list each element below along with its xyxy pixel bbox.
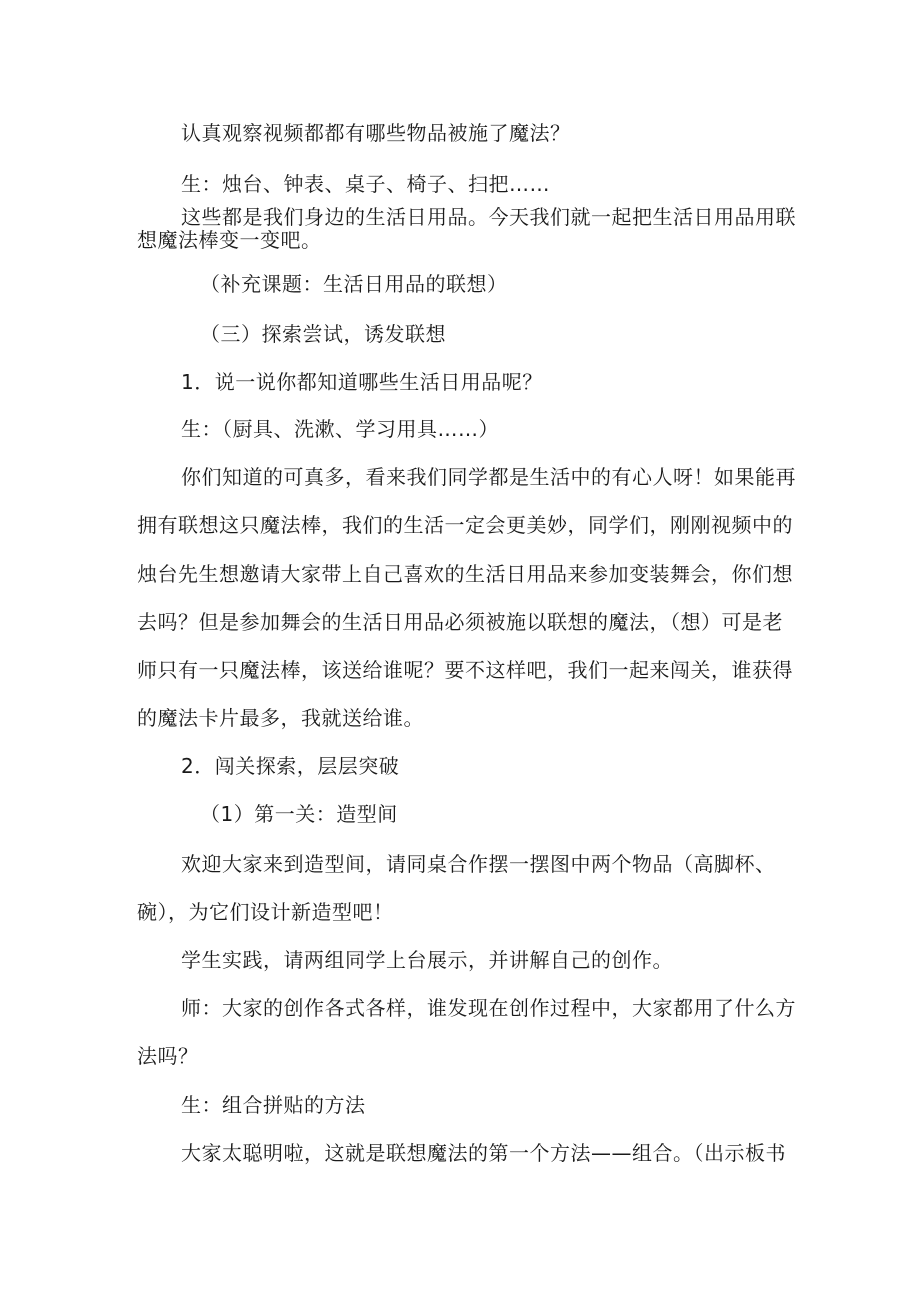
text-line: 认真观察视频都都有哪些物品被施了魔法？ <box>181 121 571 145</box>
text-line: 生：烛台、钟表、桌子、椅子、扫把…… <box>181 172 550 196</box>
section-heading: （三）探索尝试，诱发联想 <box>200 322 446 346</box>
text-line: 大家太聪明啦，这就是联想魔法的第一个方法——组合。（出示板书 <box>181 1141 786 1165</box>
section-heading: （1）第一关：造型间 <box>200 802 398 826</box>
text-line: 师：大家的创作各式各样，谁发现在创作过程中，大家都用了什么方 <box>181 996 796 1020</box>
text-line: 想魔法棒变一变吧。 <box>137 228 322 252</box>
text-line: 你们知道的可真多，看来我们同学都是生活中的有心人呀！如果能再 <box>181 465 796 489</box>
text-line: 法吗？ <box>137 1044 199 1068</box>
text-line: 师只有一只魔法棒，该送给谁呢？要不这样吧，我们一起来闯关，谁获得 <box>137 658 793 682</box>
text-line: 拥有联想这只魔法棒，我们的生活一定会更美妙，同学们，刚刚视频中的 <box>137 513 793 537</box>
text-line: 碗），为它们设计新造型吧！ <box>137 900 394 924</box>
text-line: 去吗？但是参加舞会的生活日用品必须被施以联想的魔法，（想）可是老 <box>137 610 783 634</box>
text-line: 1．说一说你都知道哪些生活日用品呢？ <box>181 370 543 394</box>
text-line: 生：（厨具、洗漱、学习用具……） <box>181 417 499 441</box>
text-line: （补充课题：生活日用品的联想） <box>200 272 508 296</box>
text-line: 烛台先生想邀请大家带上自己喜欢的生活日用品来参加变装舞会，你们想 <box>137 562 793 586</box>
text-line: 欢迎大家来到造型间，请同桌合作摆一摆图中两个物品（高脚杯、 <box>181 852 776 876</box>
section-heading: 2．闯关探索，层层突破 <box>181 754 400 778</box>
text-line: 学生实践，请两组同学上台展示，并讲解自己的创作。 <box>181 948 673 972</box>
text-line: 这些都是我们身边的生活日用品。今天我们就一起把生活日用品用联 <box>181 205 796 229</box>
text-line: 生：组合拼贴的方法 <box>181 1093 366 1117</box>
text-line: 的魔法卡片最多，我就送给谁。 <box>137 706 424 730</box>
